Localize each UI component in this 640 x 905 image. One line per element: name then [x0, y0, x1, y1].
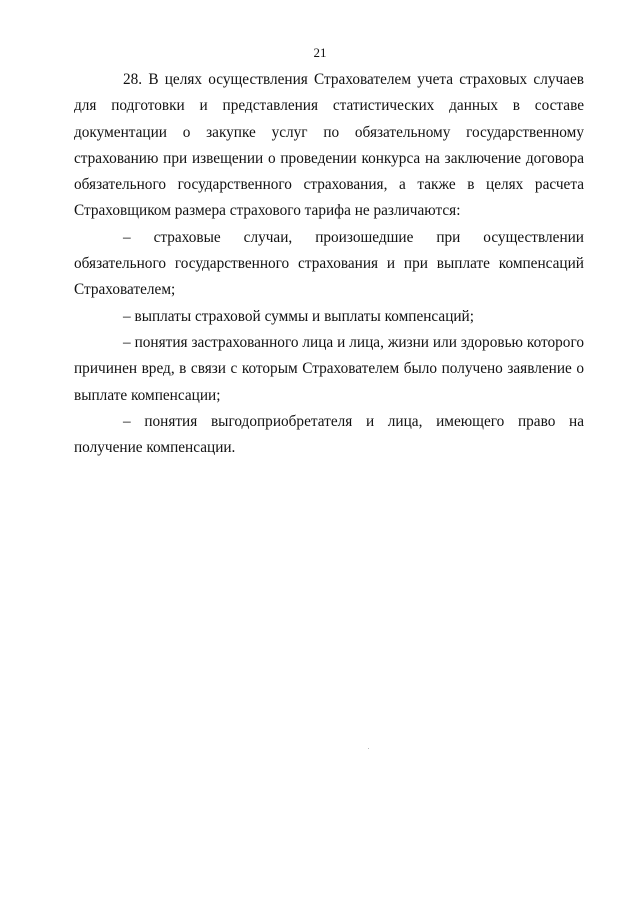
list-item-insured-events: – страховые случаи, произошедшие при осуществлении обязательного государственного страхования и при выплате компенсаций Страхователем;: [74, 228, 584, 299]
scan-speck: [368, 748, 369, 749]
list-item-beneficiary: – понятия выгодоприобретателя и лица, имеющего право на получение компенсации.: [74, 412, 584, 457]
list-item-insured-person: – понятия застрахованного лица и лица, жизни или здоровью которого причинен вред, в связи с которым Страхователем было получено заявление о выплате компенсации;: [74, 333, 584, 404]
list-item-payments: – выплаты страховой суммы и выплаты компенсаций;: [123, 307, 474, 325]
document-body: [74, 67, 584, 461]
paragraph-28-intro: 28. В целях осуществления Страхователем учета страховых случаев для подготовки и представления статистических данных в составе документации о закупке услуг по обязательному государственному страхованию при извещении о проведении конкурса на заключение договора обязательного государственного страхования, а также в целях расчета Страховщиком размера страхового тарифа не различаются:: [74, 71, 584, 220]
page-number: 21: [313, 45, 327, 60]
